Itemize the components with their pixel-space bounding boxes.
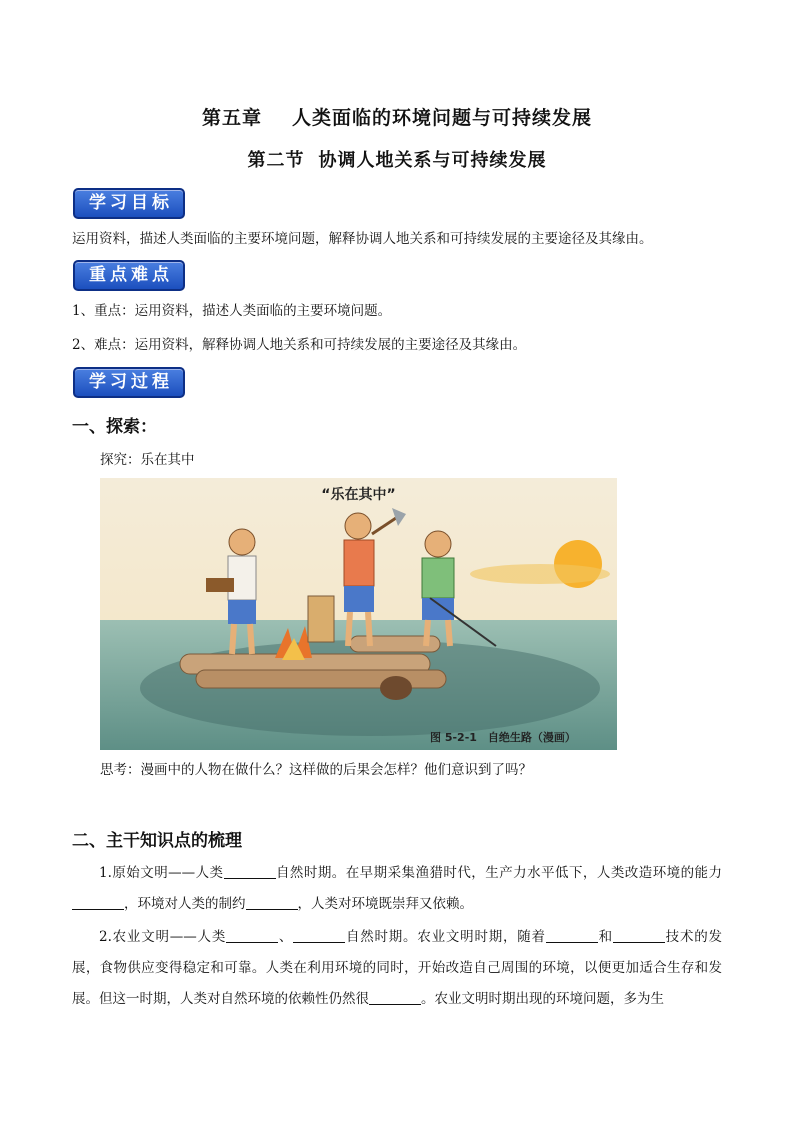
section-name: 协调人地关系与可持续发展 [318,150,547,171]
comic-illustration [100,478,617,750]
section-title [0,146,794,172]
fill-blank[interactable] [246,895,298,910]
key-point-2: 2、难点：运用资料，解释协调人地关系和可持续发展的主要途径及其缘由。 [72,337,527,353]
fill-blank[interactable] [369,990,421,1005]
comic-drawing [100,478,617,750]
p2-text-e: 技术的发展，食物供应变得稳定和可靠。人类在利用环境的同时，开始改造自己周围的环境，以便更加适合生存和发展。但这一时期，人类对自然环境的依赖性仍然很 [72,929,723,1007]
chapter-name: 人类面临的环境问题与可持续发展 [292,107,593,129]
p1-text-c: ，环境对人类的制约 [124,896,246,912]
chapter-title [0,103,794,130]
p2-text-b: 、 [278,929,294,945]
fill-blank[interactable] [72,895,124,910]
figure-caption: 图 5-2-1 自绝生路（漫画） [430,731,576,744]
tree-stump [308,596,334,642]
goals-text: 运用资料，描述人类面临的主要环境问题，解释协调人地关系和可持续发展的主要途径及其缘由。 [72,231,653,247]
p1-text-a: 1.原始文明——人类 [99,865,224,881]
explore-label: 探究：乐在其中 [100,452,195,468]
knowledge-paragraph-2 [72,922,722,1015]
p2-text-d: 和 [597,929,613,945]
think-question: 思考：漫画中的人物在做什么？这样做的后果会怎样？他们意识到了吗？ [100,762,532,778]
p2-text-a: 2.农业文明——人类 [99,929,227,945]
p2-text-c: 自然时期。农业文明时期，随着 [345,929,546,945]
badge-learning-goals: 学习目标 [73,188,185,219]
key-point-1: 1、重点：运用资料，描述人类面临的主要环境问题。 [72,303,392,319]
fill-blank[interactable] [224,864,276,879]
badge-learning-process: 学习过程 [73,367,185,398]
knowledge-paragraph-1 [72,858,722,920]
fill-blank[interactable] [226,928,278,943]
explore-heading: 一、探索： [72,417,157,437]
knowledge-heading: 二、主干知识点的梳理 [72,831,242,851]
p2-text-f: 。农业文明时期出现的环境问题，多为生 [421,991,664,1007]
p1-text-b: 自然时期。在早期采集渔猎时代，生产力水平低下，人类改造环境的能力 [275,865,723,881]
badge-key-points: 重点难点 [73,260,185,291]
chapter-label: 第五章 [201,107,262,129]
fill-blank[interactable] [293,928,345,943]
comic-title: “乐在其中” [321,487,396,503]
fill-blank[interactable] [613,928,665,943]
p1-text-d: ，人类对环境既崇拜又依赖。 [297,896,473,912]
section-label: 第二节 [247,150,305,171]
fill-blank[interactable] [546,928,598,943]
